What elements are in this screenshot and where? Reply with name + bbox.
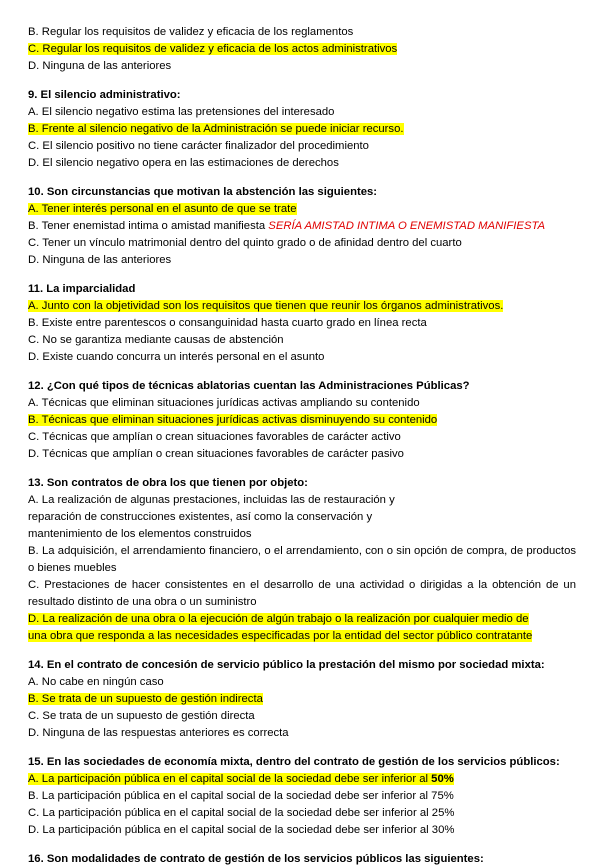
option-15-a-percentage: 50% [431, 773, 454, 785]
option-13-b: B. La adquisición, el arrendamiento financiero, o el arrendamiento, con o sin opción de compra, de productos o bienes muebles [28, 545, 576, 574]
option-9-d: D. El silencio negativo opera en las estimaciones de derechos [28, 157, 339, 169]
question-8-tail [28, 24, 576, 75]
question-16 [28, 851, 576, 868]
exam-page [28, 24, 576, 868]
question-9-title: 9. El silencio administrativo: [28, 89, 181, 101]
option-14-b-highlighted: B. Se trata de un supuesto de gestión indirecta [28, 693, 263, 705]
question-11-title: 11. La imparcialidad [28, 283, 136, 295]
question-15-title: 15. En las sociedades de economía mixta, dentro del contrato de gestión de los servicios públicos: [28, 756, 560, 768]
option-13-a-line1: A. La realización de algunas prestaciones, incluidas las de restauración y [28, 494, 395, 506]
question-12-title: 12. ¿Con qué tipos de técnicas ablatorias cuentan las Administraciones Públicas? [28, 380, 470, 392]
option-10-d: D. Ninguna de las anteriores [28, 254, 172, 266]
option-10-b-text: B. Tener enemistad intima o amistad manifiesta [28, 220, 269, 232]
option-13-d-line2-highlighted: una obra que responda a las necesidades especificadas por la entidad del sector público contratante [28, 630, 533, 642]
option-15-b: B. La participación pública en el capital social de la sociedad debe ser inferior al 75% [28, 790, 454, 802]
option-10-b-correction-note: SERÍA AMISTAD INTIMA O ENEMISTAD MANIFIESTA [268, 220, 546, 232]
option-15-c: C. La participación pública en el capital social de la sociedad debe ser inferior al 25% [28, 807, 455, 819]
option-15-d: D. La participación pública en el capital social de la sociedad debe ser inferior al 30% [28, 824, 455, 836]
question-16-title: 16. Son modalidades de contrato de gestión de los servicios públicos las siguientes: [28, 853, 484, 865]
option-10-c: C. Tener un vínculo matrimonial dentro del quinto grado o de afinidad dentro del cuarto [28, 237, 462, 249]
option-12-b-highlighted: B. Técnicas que eliminan situaciones jurídicas activas disminuyendo su contenido [28, 414, 438, 426]
option-14-c: C. Se trata de un supuesto de gestión directa [28, 710, 255, 722]
option-15-a-text: A. La participación pública en el capital social de la sociedad debe ser inferior al [28, 773, 432, 785]
question-12 [28, 378, 576, 463]
option-13-a-line3: mantenimiento de los elementos construidos [28, 528, 252, 540]
question-10-title: 10. Son circunstancias que motivan la abstención las siguientes: [28, 186, 378, 198]
option-9-b-highlighted: B. Frente al silencio negativo de la Administración se puede iniciar recurso. [28, 123, 404, 135]
option-14-d: D. Ninguna de las respuestas anteriores es correcta [28, 727, 289, 739]
option-12-d: D. Técnicas que amplían o crean situaciones favorables de carácter pasivo [28, 448, 404, 460]
option-11-a-highlighted: A. Junto con la objetividad son los requisitos que tienen que reunir los órganos administrativos. [28, 300, 504, 312]
option-13-a-line2: reparación de construcciones existentes, así como la conservación y [28, 511, 373, 523]
option-8-d: D. Ninguna de las anteriores [28, 60, 172, 72]
question-9 [28, 87, 576, 172]
option-12-a: A. Técnicas que eliminan situaciones jurídicas activas ampliando su contenido [28, 397, 420, 409]
question-11 [28, 281, 576, 366]
question-10 [28, 184, 576, 269]
question-14 [28, 657, 576, 742]
option-8-c-highlighted: C. Regular los requisitos de validez y eficacia de los actos administrativos [28, 43, 398, 55]
option-10-a-highlighted: A. Tener interés personal en el asunto de que se trate [28, 203, 297, 215]
question-13-title: 13. Son contratos de obra los que tienen por objeto: [28, 477, 308, 489]
option-11-c: C. No se garantiza mediante causas de abstención [28, 334, 284, 346]
option-13-c: C. Prestaciones de hacer consistentes en el desarrollo de una actividad o dirigidas a la obtención de un resultado distinto de una obra o un suministro [28, 579, 576, 608]
option-9-a: A. El silencio negativo estima las pretensiones del interesado [28, 106, 335, 118]
option-11-d: D. Existe cuando concurra un interés personal en el asunto [28, 351, 325, 363]
option-13-d-line1-highlighted: D. La realización de una obra o la ejecución de algún trabajo o la realización por cualquier medio de [28, 613, 529, 625]
option-12-c: C. Técnicas que amplían o crean situaciones favorables de carácter activo [28, 431, 401, 443]
option-9-c: C. El silencio positivo no tiene carácter finalizador del procedimiento [28, 140, 369, 152]
question-13 [28, 475, 576, 645]
option-15-a-highlighted [28, 773, 454, 785]
question-15 [28, 754, 576, 839]
option-11-b: B. Existe entre parentescos o consanguinidad hasta cuarto grado en línea recta [28, 317, 427, 329]
option-8-b: B. Regular los requisitos de validez y eficacia de los reglamentos [28, 26, 354, 38]
question-14-title: 14. En el contrato de concesión de servicio público la prestación del mismo por sociedad mixta: [28, 659, 545, 671]
option-10-b [28, 218, 576, 235]
option-14-a: A. No cabe en ningún caso [28, 676, 164, 688]
